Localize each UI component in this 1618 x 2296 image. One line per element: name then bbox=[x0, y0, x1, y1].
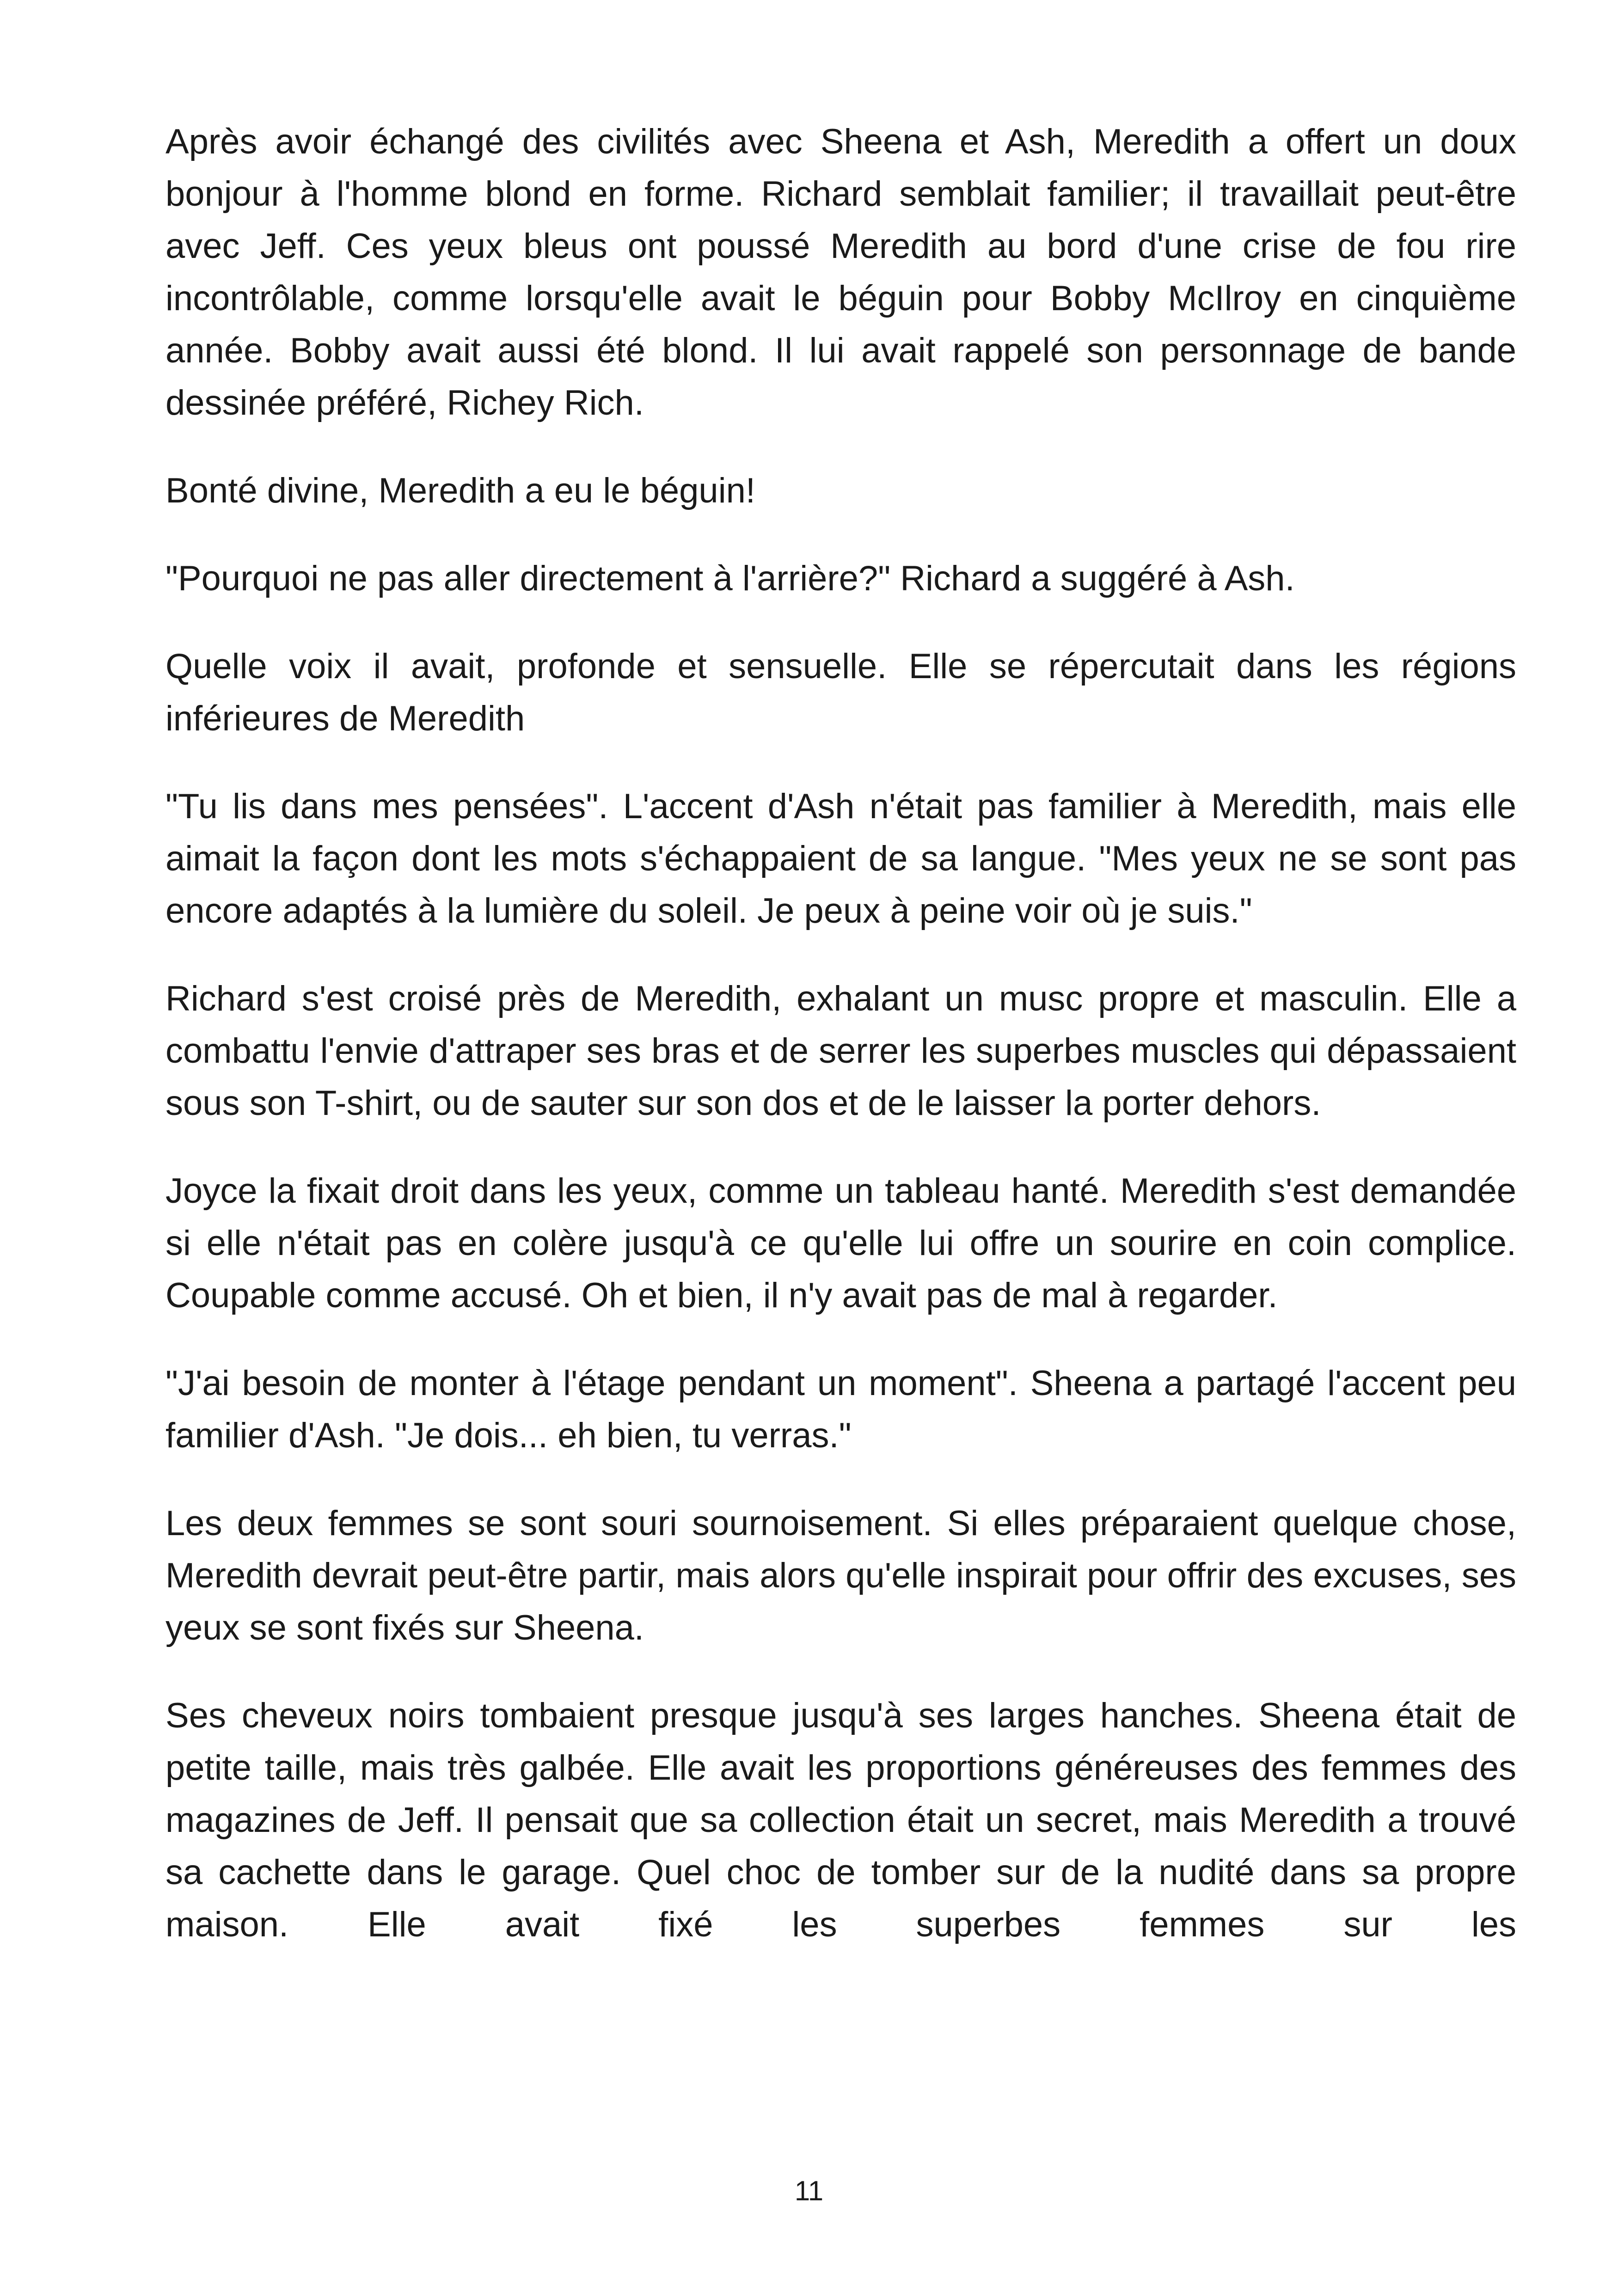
paragraph: "Tu lis dans mes pensées". L'accent d'Ash n'était pas familier à Meredith, mais elle aimait la façon dont les mots s'échappaient de sa langue. "Mes yeux ne se sont pas encore adaptés à la lumière du soleil. Je peux à peine voir où je suis." bbox=[165, 787, 1516, 931]
paragraph: Les deux femmes se sont souri sournoisement. Si elles préparaient quelque chose, Meredith devrait peut-être partir, mais alors qu'elle inspirait pour offrir des excuses, ses yeux se sont fixés sur Sheena. bbox=[165, 1504, 1516, 1647]
page-body bbox=[165, 116, 1516, 1951]
paragraph: Bonté divine, Meredith a eu le béguin! bbox=[165, 471, 755, 510]
paragraph: "J'ai besoin de monter à l'étage pendant un moment". Sheena a partagé l'accent peu familier d'Ash. "Je dois... eh bien, tu verras." bbox=[165, 1364, 1516, 1455]
paragraph: Joyce la fixait droit dans les yeux, comme un tableau hanté. Meredith s'est demandée si elle n'était pas en colère jusqu'à ce qu'elle lui offre un sourire en coin complice. Coupable comme accusé. Oh et bien, il n'y avait pas de mal à regarder. bbox=[165, 1171, 1516, 1315]
paragraph: Ses cheveux noirs tombaient presque jusqu'à ses larges hanches. Sheena était de petite taille, mais très galbée. Elle avait les proportions généreuses des femmes des magazines de Jeff. Il pensait que sa collection était un secret, mais Meredith a trouvé sa cachette dans le garage. Quel choc de tomber sur de la nudité dans sa propre maison. Elle avait fixé les superbes femmes sur les bbox=[165, 1696, 1516, 1944]
paragraph: Quelle voix il avait, profonde et sensuelle. Elle se répercutait dans les régions inférieures de Meredith bbox=[165, 647, 1516, 738]
paragraph: Après avoir échangé des civilités avec Sheena et Ash, Meredith a offert un doux bonjour à l'homme blond en forme. Richard semblait familier; il travaillait peut-être avec Jeff. Ces yeux bleus ont poussé Meredith au bord d'une crise de fou rire incontrôlable, comme lorsqu'elle avait le béguin pour Bobby McIlroy en cinquième année. Bobby avait aussi été blond. Il lui avait rappelé son personnage de bande dessinée préféré, Richey Rich. bbox=[165, 122, 1516, 422]
paragraph: Richard s'est croisé près de Meredith, exhalant un musc propre et masculin. Elle a combattu l'envie d'attraper ses bras et de serrer les superbes muscles qui dépassaient sous son T-shirt, ou de sauter sur son dos et de le laisser la porter dehors. bbox=[165, 979, 1516, 1123]
page-number: 11 bbox=[794, 2175, 824, 2206]
paragraph: "Pourquoi ne pas aller directement à l'arrière?" Richard a suggéré à Ash. bbox=[165, 559, 1295, 598]
